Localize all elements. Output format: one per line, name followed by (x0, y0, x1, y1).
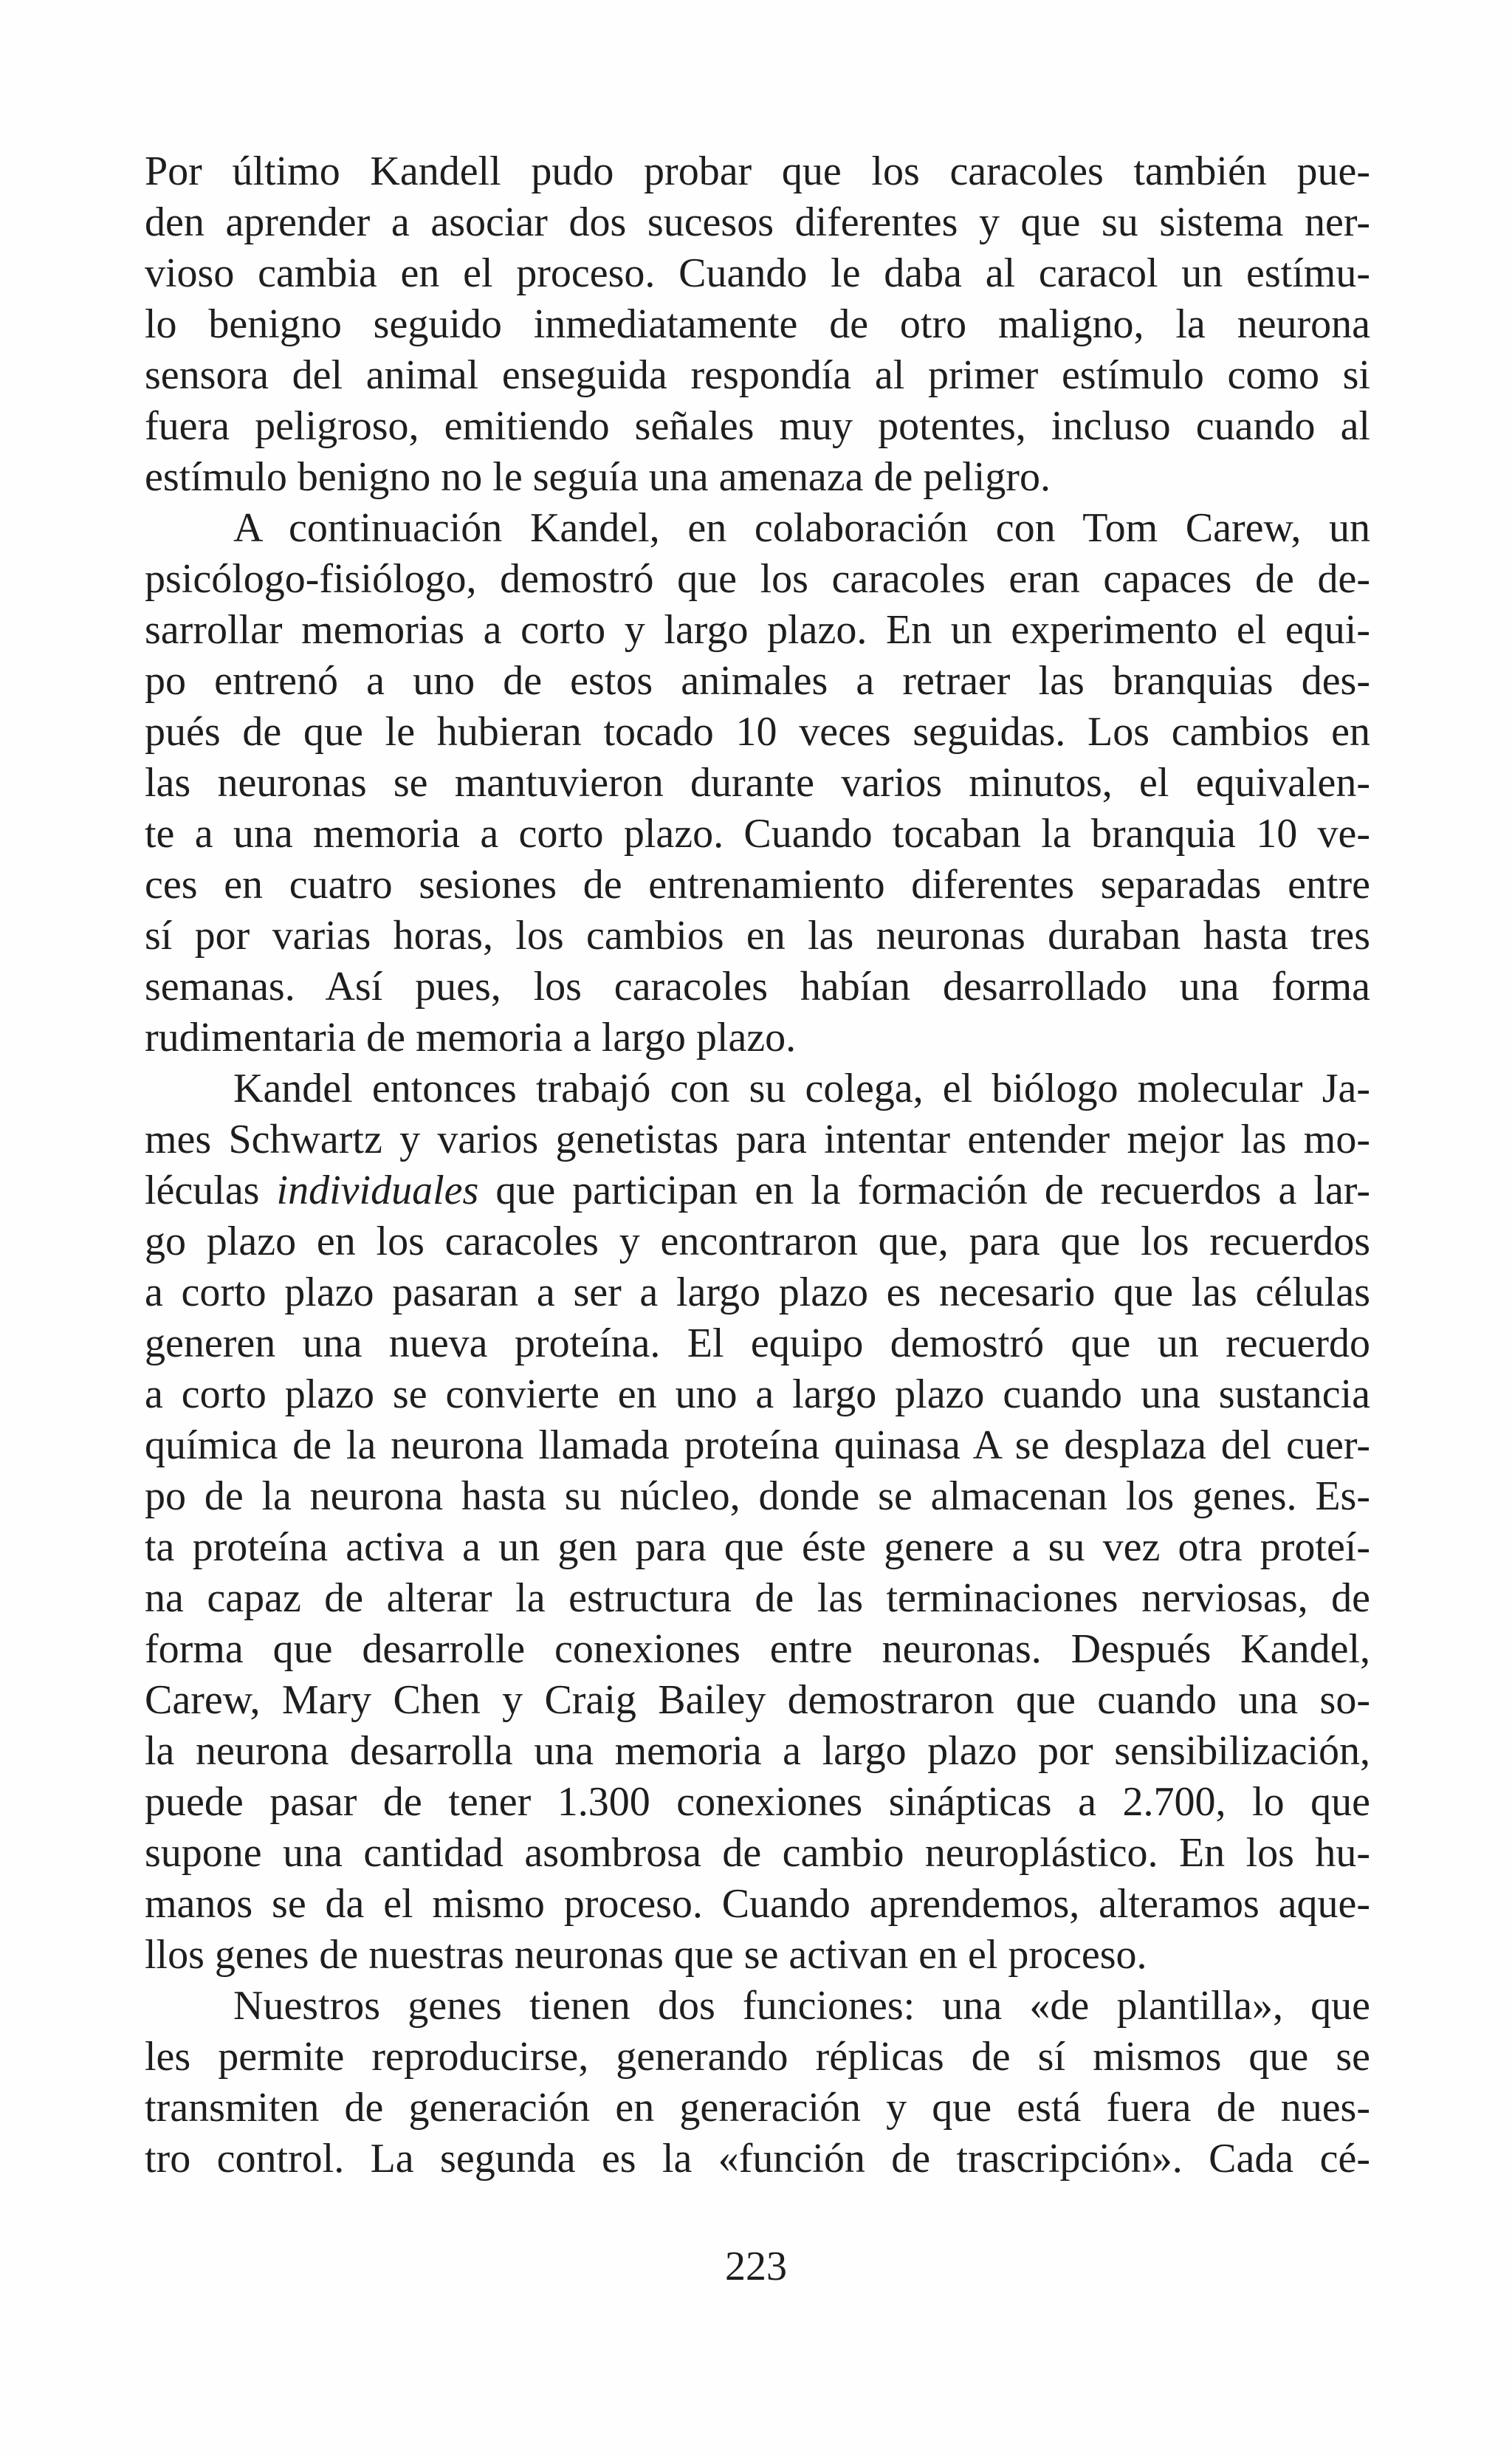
text-line: ta proteína activa a un gen para que éste genere a su vez otra proteí- (145, 1524, 1370, 1570)
text-line: Por último Kandell pudo probar que los caracoles también pue- (145, 148, 1370, 194)
text-line: A continuación Kandel, en colaboración con Tom Carew, un (233, 505, 1370, 551)
text-line: la neurona desarrolla una memoria a largo plazo por sensibilización, (145, 1728, 1370, 1774)
text-line: estímulo benigno no le seguía una amenaza de peligro. (145, 454, 1051, 500)
text-line: po entrenó a uno de estos animales a retraer las branquias des- (145, 658, 1370, 704)
text-line: Kandel entonces trabajó con su colega, el biólogo molecular Ja- (233, 1066, 1370, 1111)
text-line: ces en cuatro sesiones de entrenamiento diferentes separadas entre (145, 862, 1370, 908)
text-line: sarrollar memorias a corto y largo plazo. En un experimento el equi- (145, 607, 1370, 653)
page-number: 223 (725, 2244, 787, 2289)
text-line: te a una memoria a corto plazo. Cuando tocaban la branquia 10 ve- (145, 811, 1370, 857)
text-line: tro control. La segunda es la «función de trascripción». Cada cé- (145, 2136, 1370, 2182)
text-segment: léculas (145, 1168, 277, 1213)
text-line: forma que desarrolle conexiones entre neuronas. Después Kandel, (145, 1626, 1370, 1672)
text-line: rudimentaria de memoria a largo plazo. (145, 1015, 797, 1060)
text-line: generen una nueva proteína. El equipo demostró que un recuerdo (145, 1320, 1370, 1366)
text-line: química de la neurona llamada proteína quinasa A se desplaza del cuer- (145, 1422, 1370, 1468)
text-line: manos se da el mismo proceso. Cuando aprendemos, alteramos aque- (145, 1881, 1370, 1927)
text-line-with-italic (145, 1165, 1370, 1216)
text-line: vioso cambia en el proceso. Cuando le daba al caracol un estímu- (145, 250, 1370, 296)
text-line: fuera peligroso, emitiendo señales muy potentes, incluso cuando al (145, 403, 1370, 449)
text-line: sí por varias horas, los cambios en las neuronas duraban hasta tres (145, 913, 1370, 959)
text-line: a corto plazo pasaran a ser a largo plazo es necesario que las células (145, 1269, 1370, 1315)
text-line: pués de que le hubieran tocado 10 veces seguidas. Los cambios en (145, 709, 1370, 755)
paragraph-first-line (145, 1063, 1370, 1114)
text-line: las neuronas se mantuvieron durante varios minutos, el equivalen- (145, 760, 1370, 806)
text-line: Nuestros genes tienen dos funciones: una «de plantilla», que (233, 1983, 1370, 2029)
paragraph-first-line (145, 1981, 1370, 2032)
text-line: den aprender a asociar dos sucesos diferentes y que su sistema ner- (145, 199, 1370, 245)
text-line: semanas. Así pues, los caracoles habían desarrollado una forma (145, 964, 1370, 1010)
text-segment: que participan en la formación de recuerdos a lar- (478, 1168, 1370, 1213)
paragraph-first-line (145, 503, 1370, 554)
text-line: llos genes de nuestras neuronas que se activan en el proceso. (145, 1932, 1147, 1978)
text-line: les permite reproducirse, generando réplicas de sí mismos que se (145, 2034, 1370, 2080)
italic-word: individuales (276, 1168, 479, 1213)
text-line: puede pasar de tener 1.300 conexiones sinápticas a 2.700, lo que (145, 1779, 1370, 1825)
text-line: psicólogo-fisiólogo, demostró que los caracoles eran capaces de de- (145, 556, 1370, 602)
text-line: go plazo en los caracoles y encontraron que, para que los recuerdos (145, 1219, 1370, 1264)
text-line: po de la neurona hasta su núcleo, donde se almacenan los genes. Es- (145, 1473, 1370, 1519)
text-line: supone una cantidad asombrosa de cambio neuroplástico. En los hu- (145, 1830, 1370, 1876)
text-line: na capaz de alterar la estructura de las terminaciones nerviosas, de (145, 1575, 1370, 1621)
text-line: lo benigno seguido inmediatamente de otro maligno, la neurona (145, 301, 1370, 347)
text-line: mes Schwartz y varios genetistas para intentar entender mejor las mo- (145, 1117, 1370, 1162)
body-text (145, 146, 1370, 2184)
text-line: Carew, Mary Chen y Craig Bailey demostraron que cuando una so- (145, 1677, 1370, 1723)
text-line: a corto plazo se convierte en uno a largo plazo cuando una sustancia (145, 1371, 1370, 1417)
text-line: transmiten de generación en generación y que está fuera de nues- (145, 2085, 1370, 2131)
text-line: sensora del animal enseguida respondía al primer estímulo como si (145, 352, 1370, 398)
